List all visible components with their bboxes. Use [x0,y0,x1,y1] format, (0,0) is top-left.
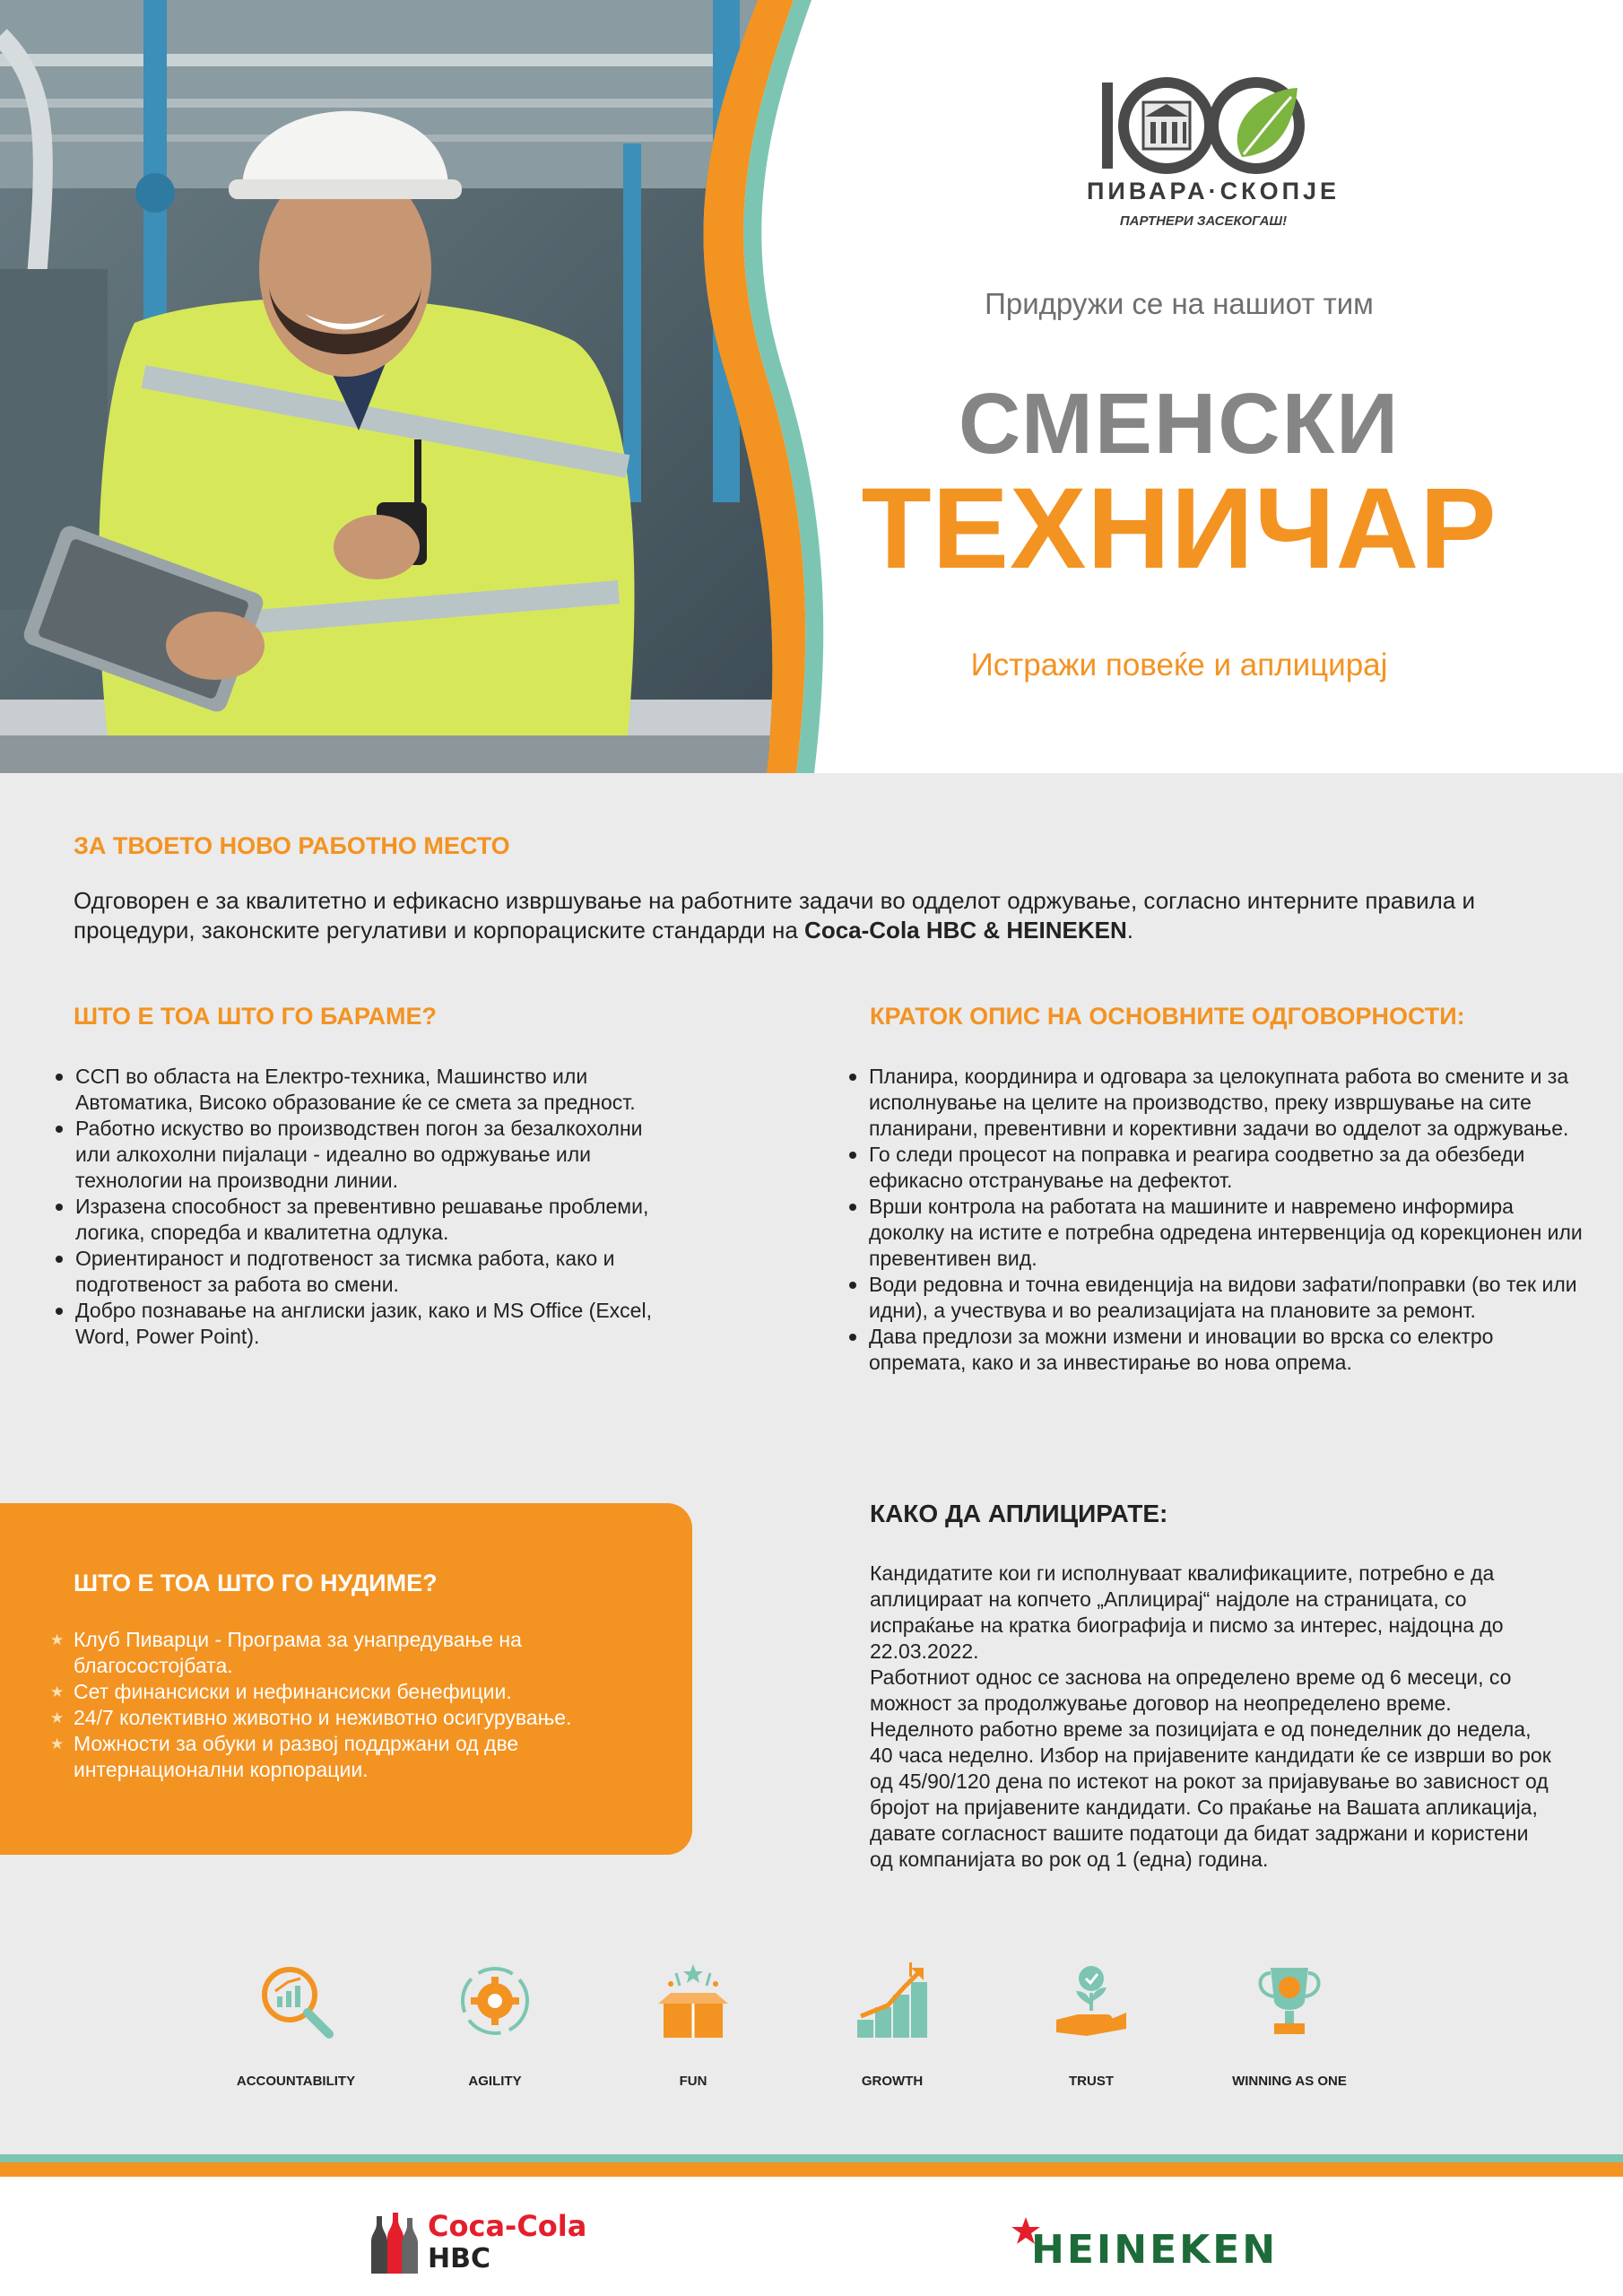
gift-box-icon [653,1961,733,2041]
apply-paragraph-2: Работниот однос се заснова на определено време од 6 месеци, со можност за продолжување договор на неопределено време. Неделното работно време за позицијата е од понеделник до недела, 40 часа неделно. Избор на пријавените кандидати ќе се изврши во рок од 45/90/120 дена по истекот на рокот за пријавување во зависност од бројот на пријавените кандидати. Со праќање на Вашата апликација, давате согласност вашите податоци да бидат задржани и користени од компанијата во рок од 1 (една) година. [870,1665,1551,1871]
values-row [0,1946,1623,2099]
apply-text [870,1561,1551,1873]
trophy-icon [1249,1961,1330,2041]
list-item: Добро познавање на англиски јазик, како и MS Office (Excel, Word, Power Point). [54,1298,681,1350]
job-title-line2: ТЕХНИЧАР [861,465,1497,593]
list-item: ★ 24/7 колективно животно и неживотно осигурување. [50,1705,660,1731]
list-item: ★ Можности за обуки и развој поддржани од две интернационални корпорации. [50,1731,660,1783]
responsibilities-list [847,1064,1583,1376]
list-item: Изразена способност за превентивно решавање проблеми, логика, споредба и квалитетна одлука. [54,1194,681,1246]
position-heading: ЗА ТВОЕТО НОВО РАБОТНО МЕСТО [74,832,510,859]
list-item: Работно искуство во производствен погон за безалкохолни или алкохолни пијалаци - идеално во одржување или технологии на производни линии. [54,1116,681,1194]
list-item: Ориентираност и подготвеност за тисмка работа, како и подготвеност за работа во смени. [54,1246,681,1298]
position-text-end: . [1126,917,1133,944]
hand-plant-icon [1051,1961,1132,2041]
list-item: Води редовна и точна евиденција на видови зафати/поправки (во тек или идни), а учествува и во реализацијата на плановите за ремонт. [847,1272,1583,1324]
position-text: Одговорен е за квалитетно и ефикасно извршување на работните задачи во одделот одржување, согласно интерните правила и процедури, законските регулативи и корпорациските стандарди на [74,887,1476,944]
requirements-list [54,1064,681,1350]
job-title-line1: СМЕНСКИ [958,376,1401,472]
value-label: GROWTH [861,2074,924,2089]
value-label: WINNING AS ONE [1232,2074,1347,2089]
offer-heading: ШТО Е ТОА ШТО ГО НУДИМЕ? [74,1570,438,1596]
apply-paragraph-1: Кандидатите кои ги исполнуваат квалификациите, потребно е да аплицираат на копчето „Аплицирај“ најдоле на страницата, со испраќање на кратка биографија и писмо за интерес, најдоцна до 22.03.2022. [870,1561,1504,1663]
list-item: Планира, координира и одговара за целокупната работа во смените и за исполнување на целите на производство, преку извршување на сите планирани, превентивни и корективни задачи во одделот за одржување. [847,1064,1583,1142]
company-names: Coca-Cola HBC & HEINEKEN [804,917,1127,944]
requirements-heading: ШТО Е ТОА ШТО ГО БАРАМЕ? [74,1003,438,1030]
magnifier-chart-icon [256,1961,336,2041]
gear-cycle-icon [455,1961,535,2041]
list-item: ★ Сет финансиски и нефинансиски бенефиции. [50,1679,660,1705]
value-label: ACCOUNTABILITY [236,2074,356,2089]
position-description [74,886,1544,945]
offer-box [0,1503,692,1855]
list-item: ★ Клуб Пиварци - Програма за унапредување на благосостојбата. [50,1627,660,1679]
list-item: Врши контрола на работата на машините и навремено информира доколку на истите е потребна одредена интервенција од корекционен или превентивен вид. [847,1194,1583,1272]
logo-name: ПИВАРА·СКОПЈЕ [1087,178,1341,204]
footer [0,2177,1623,2296]
list-item: ССП во областа на Електро-техника, Машинство или Автоматика, Високо образование ќе се смета за предност. [54,1064,681,1116]
footer-stripe-orange [0,2162,1623,2177]
hero-subtitle: Придружи се на нашиот тим [985,287,1374,320]
value-label: FUN [679,2074,707,2089]
value-label: AGILITY [468,2074,522,2089]
value-label: TRUST [1069,2074,1114,2089]
hero-section [0,0,1623,773]
responsibilities-heading: КРАТОК ОПИС НА ОСНОВНИТЕ ОДГОВОРНОСТИ: [870,1003,1465,1030]
list-item: Дава предлози за можни измени и иновации во врска со електро опремата, како и за инвестирање во нова опрема. [847,1324,1583,1376]
hbc-logo-text: HBC [428,2243,490,2274]
apply-cta-link[interactable]: Истражи повеќе и аплицирај [970,648,1388,683]
bottles-icon [364,2211,421,2275]
apply-heading: КАКО ДА АПЛИЦИРАТЕ: [870,1500,1168,1527]
logo-tagline: ПАРТНЕРИ ЗАСЕКОГАШ! [1119,213,1288,229]
heineken-logo-text: HEINEKEN [1031,2227,1279,2273]
offer-list [50,1627,660,1783]
growth-stairs-icon [852,1961,933,2041]
coca-cola-logo-text: Coca-Cola [428,2209,587,2243]
footer-stripe-teal [0,2154,1623,2162]
pivara-100-logo [1087,72,1341,233]
list-item: Го следи процесот на поправка и реагира соодветно за да обезбеди ефикасно отстранување на дефектот. [847,1142,1583,1194]
